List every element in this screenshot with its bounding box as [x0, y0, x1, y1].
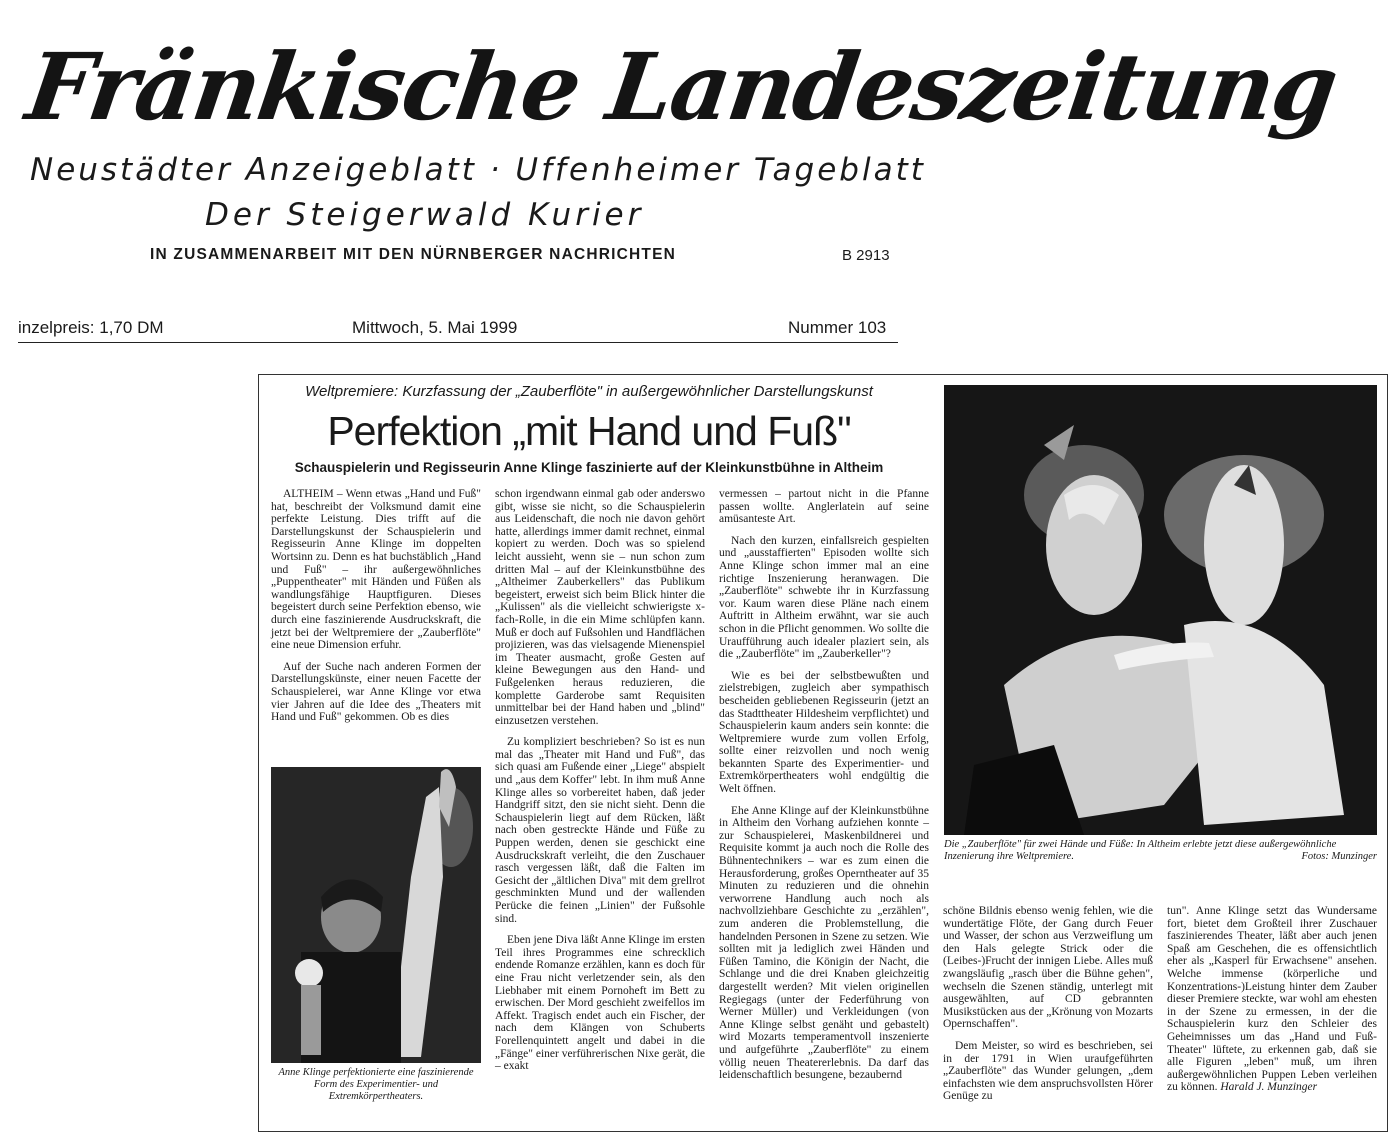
- article-subhead: Schauspielerin und Regisseurin Anne Klinge faszinierte auf der Kleinkunstbühne in Altheim: [294, 460, 884, 475]
- article-column-2: [495, 488, 705, 1082]
- photo-credit: Fotos: Munzinger: [1301, 851, 1377, 862]
- article-column-4: [943, 905, 1153, 1112]
- paragraph: ALTHEIM – Wenn etwas „Hand und Fuß" hat, beschreibt der Volksmund damit eine perfekte Leistung. Dies trifft auf die Darstellungskunst der Schauspielerin und Regisseurin Anne Klinge im doppelten Wortsinn zu. Denn es hat buchstäblich „Hand und Fuß" – ihr außergewöhnliches „Puppentheater" mit Händen und Füßen als wandlungsfähige Hauptfiguren. Dieses begeistert durch seine Perfektion ebenso, wie durch eine faszinierende Ausdruckskraft, die jetzt bei der Weltpremiere der „Zauberflöte" eine neue Dimension erfuhr.: [271, 488, 481, 652]
- paragraph: Zu kompliziert beschrieben? So ist es nun mal das „Theater mit Hand und Fuß", das sich quasi am Fußende einer „Liege" abspielt und „aus dem Koffer" lebt. In ihm muß Anne Klinge alles so vorbereitet haben, daß jeder Handgriff sitzt, den sie nicht sieht. Denn die Schauspielerin liegt auf dem Rücken, läßt nach oben gestreckte Hände und Füße zu Puppen werden, denen sie geschickt eine Ausdruckskraft verleiht, die den Zuschauer rasch vergessen läßt, daß die Falten im Gesicht der „ältlichen Diva" mit dem grellrot geschminkten Mund und der wallenden Perücke die feinen „Linien" der Fußsohle sind.: [495, 736, 705, 925]
- article-column-3: [719, 488, 929, 1091]
- masthead-subtitle-2: Der Steigerwald Kurier: [205, 197, 645, 233]
- photo-caption-2: [944, 839, 1377, 863]
- paragraph: schöne Bildnis ebenso wenig fehlen, wie die wundertätige Flöte, der Gang durch Feuer und Wasser, der schon aus Verzweiflung um den Hals gelegte Strick oder die (Leibes-)Frucht der innigen Liebe. Alles muß zwangsläufig „rasch über die Bühne gehen", wechseln die Szenen ständig, unterlegt mit ausgewählten, auf CD gebrannten Musikstücken aus der „Krönung von Mozarts Opernschaffen".: [943, 905, 1153, 1031]
- paragraph: Auf der Suche nach anderen Formen der Darstellungskünste, einer neuen Facette der Schauspielerei, war Anne Klinge vor etwa vier Jahren auf die Idee des „Theaters mit Hand und Fuß" gekommen. Ob es dies: [271, 660, 481, 724]
- article-column-1: [271, 488, 481, 733]
- photo-zauberfloete-puppets: [944, 385, 1377, 835]
- price: inzelpreis: 1,70 DM: [18, 318, 164, 337]
- edition-code: B 2913: [842, 247, 890, 264]
- photo-caption-1: Anne Klinge perfektionierte eine faszinierende Form des Experimentier- und Extremkörpertheaters.: [278, 1067, 474, 1102]
- article-headline: Perfektion „mit Hand und Fuß": [327, 408, 851, 454]
- paragraph: Nach den kurzen, einfallsreich gespielten und „ausstaffierten" Episoden wollte sich Anne Klinge schon immer mal an eine richtige Inszenierung heranwagen. Die „Zauberflöte" schwebte ihr in Kurzfassung vor. Kaum waren diese Pläne nach einem Auftritt in Altheim erwähnt, war sie auch schon in die Pflicht genommen. Wo sollte die Uraufführung auch idealer plaziert sein, als die „Zauberflöte" im „Zauberkeller"?: [719, 534, 929, 661]
- paragraph: schon irgendwann einmal gab oder anderswo gibt, wisse sie nicht, so die Schauspielerin aus Leidenschaft, die noch nie davon gehört hatte, allerdings immer damit rechnet, einmal kopiert zu werden. Doch was so spielend leicht aussieht, wenn sie – nun schon zum dritten Mal – auf der Kleinkunstbühne des „Altheimer Zauberkellers" das Publikum begeistert, erweist sich beim Blick hinter die „Kulissen" als die vielleicht schwierigste x-fach-Rolle, in die ein Mime schlüpfen kann. Muß er doch auf Fußsohlen und Handflächen projizieren, was das vielsagende Mienenspiel im Theater ausmacht, große Gesten auf kleine Bewegungen aus den Hand- und Fußgelenken heraus reduzieren, die komplette Garderobe samt Requisiten unmittelbar bei der Hand haben und „blind" einzusetzen verstehen.: [495, 488, 705, 727]
- paragraph: vermessen – partout nicht in die Pfanne passen wollte. Anglerlatein auf seine amüsanteste Art.: [719, 488, 929, 526]
- photo-performer-illustration: [271, 767, 481, 1063]
- article-column-5: [1167, 905, 1377, 1103]
- issue-info-bar: [18, 314, 898, 343]
- paragraph: Wie es bei der selbstbewußten und zielstrebigen, zugleich aber sympathisch bescheiden gebliebenen Regisseurin (jetzt an das Stadttheater Hildesheim verpflichtet) und Schauspielerin kaum anders sein konnte: die Weltpremiere wurde zum vollen Erfolg, sollte einer reizvollen und noch wenig bekannten Sparte des Experimentier- und Extremkörpertheaters wohl endgültig die Welt öffnen.: [719, 669, 929, 796]
- article-kicker: Weltpremiere: Kurzfassung der „Zauberflöte" in außergewöhnlicher Darstellungskunst: [305, 383, 873, 400]
- cooperation-line: IN ZUSAMMENARBEIT MIT DEN NÜRNBERGER NACHRICHTEN: [150, 246, 677, 263]
- article-clipping: [258, 374, 1388, 1132]
- paragraph: [1167, 905, 1377, 1094]
- masthead-subtitle-1: Neustädter Anzeigeblatt · Uffenheimer Tageblatt: [30, 152, 926, 188]
- masthead-title: Fränkische Landeszeitung: [20, 33, 1343, 141]
- photo-caption-text: Die „Zauberflöte" für zwei Hände und Füße: In Altheim erlebte jetzt diese außergewöhnliche Inzenierung ihre Weltpremiere.: [944, 839, 1337, 862]
- issue-number: Nummer 103: [788, 318, 887, 337]
- paragraph: Dem Meister, so wird es beschrieben, sei in der 1791 in Wien uraufgeführten „Zauberflöte" das Wunder gelungen, „dem einfachsten wie dem anspruchsvollsten Hörer Genüge zu: [943, 1039, 1153, 1103]
- article-author: Harald J. Munzinger: [1220, 1081, 1318, 1094]
- date: Mittwoch, 5. Mai 1999: [352, 318, 518, 337]
- paragraph-text: tun". Anne Klinge setzt das Wundersame fort, bietet dem Großteil ihrer Zuschauer faszinierendes Theater, läßt aber auch jenen Spaß am Geschehen, die es offensichtlich eher als „Kasperl für Erwachsene" ansehen. Welche immense (körperliche und Konzentrations-)Leistung hinter dem Zauber dieser Premiere steckte, war wohl am ehesten in der Szene zu ermessen, in der die Schauspielerin kurz den Schleier des Geheimnisses um das „Hand und Fuß-Theater" lüftete, zu erkennen gab, daß sie alle Figuren „leben" muß, um ihren außergewöhnlichen Puppen Leben verleihen zu können.: [1167, 905, 1377, 1094]
- photo-puppets-illustration: [944, 385, 1377, 835]
- paragraph: Eben jene Diva läßt Anne Klinge im ersten Teil ihres Programmes eine schrecklich endende Romanze erzählen, kann es doch für eine Frau nicht verletzender sein, als den Liebhaber mit einem Pornoheft im Bett zu erwischen. Der Mord geschieht zweifellos im Affekt. Tragisch endet auch ein Fischer, der nach dem Klängen von Schuberts Forellenquintett angelt und dabei in die „Fänge" einer verführerischen Nixe gerät, die – exakt: [495, 934, 705, 1073]
- paragraph: Ehe Anne Klinge auf der Kleinkunstbühne in Altheim den Vorhang aufziehen konnte – zur Schauspielerei, Maskenbildnerei und Requisite kommt ja auch noch die Rolle des Bühnentechnikers – war es zum einen die Herausforderung, großes Operntheater auf 35 Minuten zu reduzieren und die ohnehin verworrene Handlung auch noch als nachvollziehbare Geschichte zu „erzählen", zum anderen die Problemstellung, die handelnden Personen in Szene zu setzen. Wie sollten mit ja lediglich zwei Händen und Füßen Tamino, die Königin der Nacht, die Schlange und die drei Knaben gleichzeitig dargestellt werden? Mit vielen originellen Regiegags (unter der Federführung von Werner Müller) und Verkleidungen (von Anne Klinge selbst genäht und gebastelt) wird Mozarts temperamentvoll inszenierte und aufgeführte „Zauberflöte" zu einem völlig neuen Theatererlebnis. Da darf das leidenschaftlich besungene, bezaubernd: [719, 804, 929, 1082]
- photo-anne-klinge: [271, 767, 481, 1063]
